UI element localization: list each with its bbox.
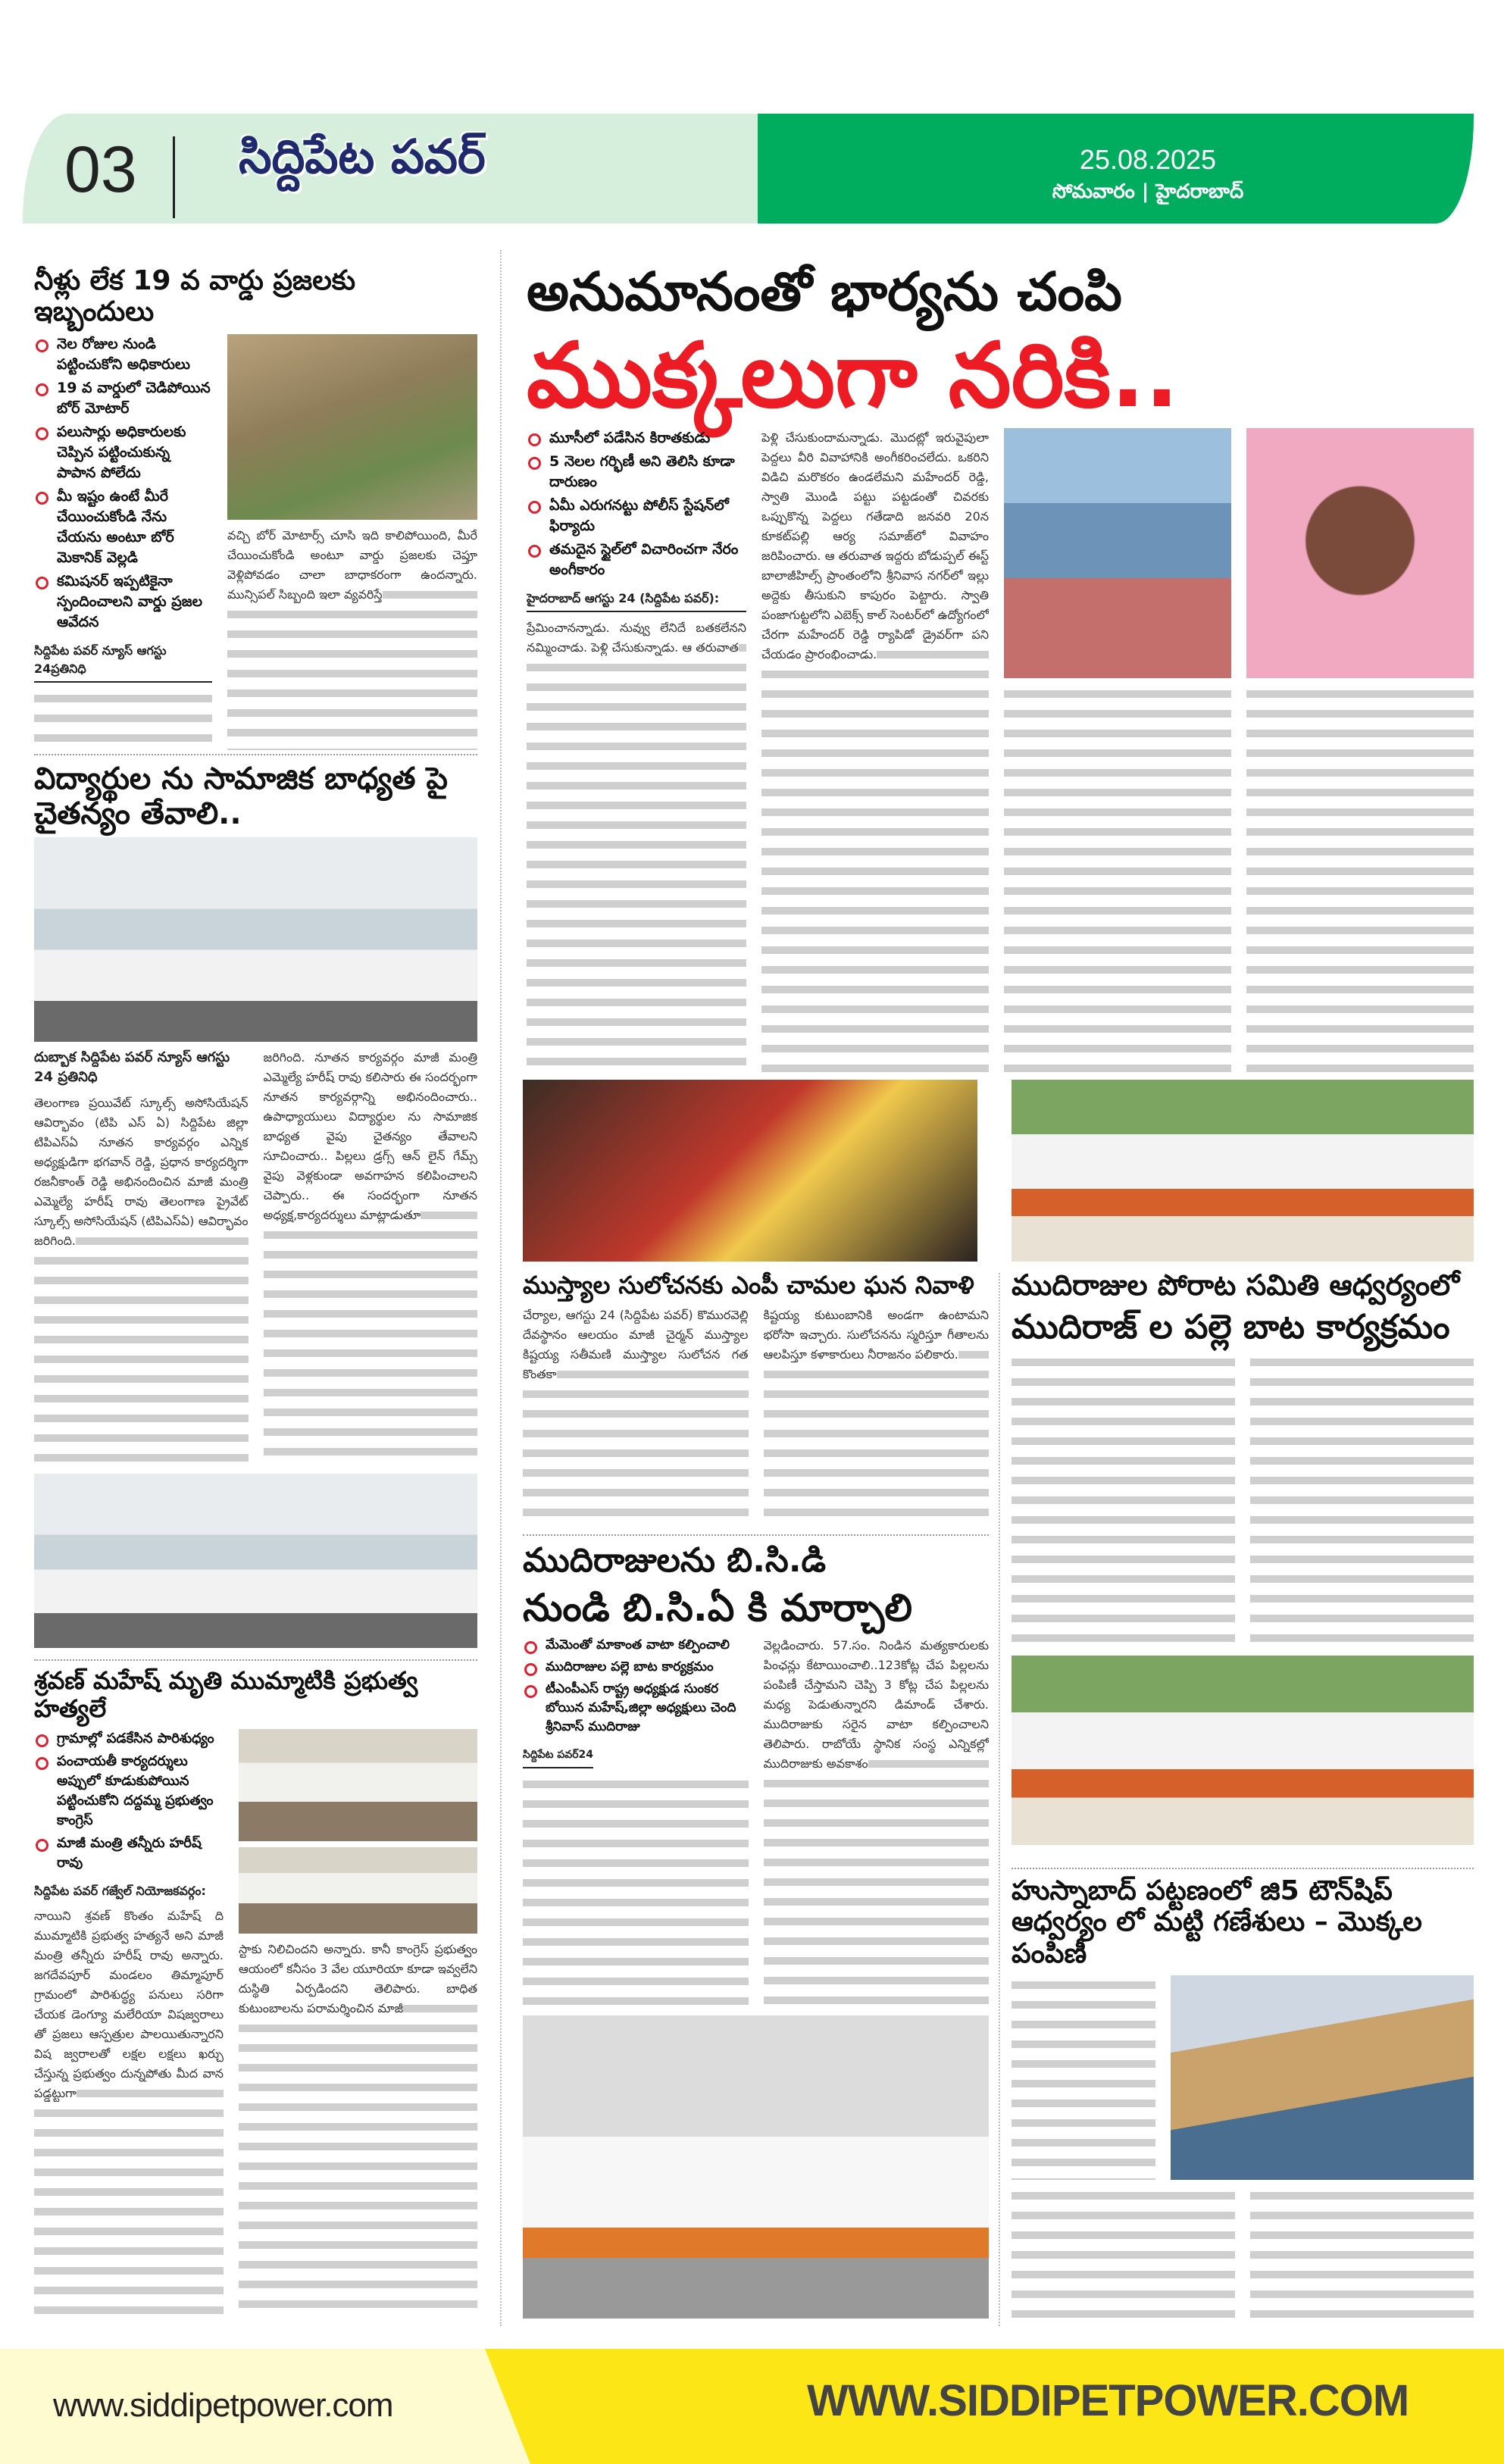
issue-date: 25.08.2025 <box>1079 144 1217 175</box>
byline-bcd: సిద్దిపేట పవర్24 <box>523 1746 593 1768</box>
photo-mudiraj-meeting <box>523 2015 989 2319</box>
murder-left-column <box>527 428 746 1072</box>
byline-murder: హైదరాబాద్ ఆగస్టు 24 (సిద్దిపేట పవర్): <box>527 589 746 612</box>
bullet: నెల రోజుల నుండి పట్టించుకోని అధికారులు <box>34 334 212 375</box>
bullet: మీ ఇష్టం ఉంటే మీరే చేయించుకోండి నేను చేయను అంటూ బోర్ మెకానిక్ వెల్లడి <box>34 486 212 568</box>
body-text <box>1004 684 1231 1072</box>
body-text <box>1012 2186 1235 2319</box>
bullet: పలుసార్లు అధికారులకు చెప్పిన పట్టించుకున్న పాపాన పోలేదు <box>34 422 212 483</box>
photo-harish-rao-visit <box>239 1729 477 1841</box>
body-text <box>34 689 212 750</box>
photo-harish-rao-family <box>239 1847 477 1934</box>
headline-palle-bata-line1: ముదిరాజుల పోరాట సమితి ఆధ్వర్యంలో <box>1012 1268 1460 1302</box>
column-divider <box>999 1273 1000 2326</box>
story-sravan <box>34 1659 477 2319</box>
body-text <box>1250 2186 1474 2319</box>
murder-photo-column-2 <box>1246 428 1474 1072</box>
body-text-content: ప్రేమించానన్నాడు. నువ్వు లేనిదే బతకలేనని నమ్మించాడు. పెళ్లి చేసుకున్నాడు. ఆ తరువాత <box>527 621 746 655</box>
headline-tribute: ముస్త్యాల సులోచనకు ఎంపీ చామల ఘన నివాళి <box>523 1271 974 1299</box>
body-text <box>1250 1352 1474 1649</box>
footer-website-banner[interactable]: WWW.SIDDIPETPOWER.COM <box>807 2376 1409 2425</box>
body-text <box>764 1305 990 1525</box>
divider <box>523 1534 989 1536</box>
photo-ganesh-distribution <box>1171 1975 1474 2180</box>
body-text <box>764 1636 990 2009</box>
photo-palle-bata <box>1012 1080 1474 1262</box>
bullets-sravan <box>34 1729 224 1876</box>
sravan-left-column <box>34 1729 224 2319</box>
murder-photo-column-1 <box>1004 428 1231 1072</box>
photo-couple <box>1004 428 1231 678</box>
body-text <box>523 1775 749 2009</box>
photo-victim <box>1246 428 1474 678</box>
day-city: సోమవారం | హైదరాబాద్ <box>1052 180 1244 203</box>
body-text-content: కిష్టయ్య కుటుంబానికి అండగా ఉంటామని భరోసా ఇచ్చారు. సులోచనను స్మరిస్తూ గీతాలను ఆలపిస్తూ కళాకారులు నీరాజనం పలికారు. <box>763 1307 989 1362</box>
photo-bore-motor <box>227 334 477 520</box>
body-text-content: వచ్చి బోర్ మోటార్స్ చూసి ఇది కాలిపోయింది, మీరే చేయించుకోండి అంటూ వార్డు ప్రజలకు చెప్తూ వెళ్లిపోవడం చాలా బాధాకరంగా ఉందన్నారు. మున్సిపల్ సిబ్బంది ఇలా వ్యవరిస్తే <box>227 527 477 602</box>
headline-murder-line1: అనుమానంతో భార్యను చంపి <box>527 261 1122 323</box>
story-palle-bata <box>1012 1269 1474 1845</box>
bullets-water <box>34 334 212 636</box>
bullet: పంచాయతీ కార్యదర్శులు అప్పులో కూడుకుపోయిన పట్టించుకోని దద్దమ్మ ప్రభుత్వం కాంగ్రెస్ <box>34 1752 224 1831</box>
body-text-content: చేర్యాల, ఆగస్టు 24 (సిద్దిపేట పవర్) కొమురవెల్లి దేవస్థానం ఆలయం మాజీ చైర్మన్ ముస్త్యాల కిష్టయ్య సతీమణి ముస్త్యాల సులోచన గత కొంతకా <box>523 1307 749 1381</box>
bullet: 5 నెలల గర్భిణీ అని తెలిసి కూడా దారుణం <box>527 452 746 492</box>
body-text <box>239 1940 477 2319</box>
photo-tpsa-meeting <box>34 837 477 1042</box>
story-bcd <box>523 1534 989 2319</box>
story-students <box>34 754 477 1648</box>
bullet: తమదైన స్టైల్‌లో విచారించగా నేరం అంగీకారం <box>527 539 746 580</box>
photo-mudiraj-group <box>1012 1656 1474 1845</box>
bullet: కమిషనర్ ఇప్పటికైనా స్పందించాలని వార్డు ప్రజల ఆవేదన <box>34 571 212 633</box>
bullet: మేమెంతో మాకాంత వాటా కల్పించాలి <box>523 1636 749 1655</box>
students-left-column <box>34 1048 249 1468</box>
headline-husnabad: హుస్నాబాద్ పట్టణంలో జి5 టౌన్‌షిప్ ఆధ్వర్యం లో మట్టి గణేశులు – మొక్కల పంపిణీ <box>1012 1875 1422 1969</box>
water-right-column <box>227 334 477 750</box>
headline-bcd-line2: నుండి బి.సి.ఏ కి మార్చాలి <box>523 1585 913 1630</box>
body-text <box>523 1305 749 1525</box>
body-text-content: నాయిని శ్రవణ్ కొంతం మహేష్ ది ముమ్మాటికి ప్రభుత్వ హత్యనే అని మాజీ మంత్రి తన్నీరు హరీష్ రావు అన్నారు. జగదేవపూర్ మండలం తిమ్మాపూర్ గ్రామంలో పారిశుద్ధ్య పనులు సరిగా చేయక డెంగ్యూ మలేరియా విషజ్వరాలు తో ప్రజలు ఆస్పత్రుల పాలయితున్నారని విష జ్వరాలతో లక్షల లక్షలు ఖర్చు చేస్తున్న ప్రభుత్వం దున్నపోతు మీద వాన పడ్డట్టుగా <box>34 1908 224 2100</box>
bullet: మాజీ మంత్రి తన్నీరు హరీష్ రావు <box>34 1834 224 1873</box>
bullets-bcd <box>523 1636 749 1740</box>
body-text <box>761 428 989 1072</box>
bullet: ఏమీ ఎరుగనట్టు పోలీస్ స్టేషన్‌లో ఫిర్యాదు <box>527 496 746 536</box>
bcd-left-column <box>523 1636 749 2009</box>
body-text-content: తెలంగాణ ప్రయివేట్ స్కూల్స్ అసోసియేషన్ ఆవిర్భావం (టిపి ఎస్ ఏ) సిద్దిపేట జిల్లా టిపిఎస్ఏ నూతన కార్యవర్గం ఎన్నిక అధ్యక్షుడిగా భగవాన్ రెడ్డి, ప్రధాన కార్యదర్శిగా రజనీకాంత్ రెడ్డి అభినందించిన మాజీ మంత్రి ఎమ్మెల్యే హరీష్ రావు తెలంగాణ ప్రైవేట్ స్కూల్స్ అసోసియేషన్ (టిపిఎస్ఏ) ఆవిర్భావం జరిగింది. <box>34 1096 249 1248</box>
body-text <box>34 1093 249 1468</box>
bullet: మూసీలో పడేసిన కిరాతకుడు <box>527 428 746 449</box>
divider <box>34 1659 477 1661</box>
headline-palle-bata-line2: ముదిరాజ్ ల పల్లె బాట కార్యక్రమం <box>1012 1307 1450 1346</box>
body-text-content: జరిగింది. నూతన కార్యవర్గం మాజీ మంత్రి ఎమ్మెల్యే హరీష్ రావు కలిసారు ఈ సందర్భంగా నూతన కార్యవర్గాన్ని అభినందించారు.. ఉపాధ్యాయులు విద్యార్థుల ను సామాజిక బాధ్యత వైపు చైతన్యం తేవాలని సూచించారు.. పిల్లలు డ్రగ్స్ ఆన్ లైన్ గేమ్స్ వైపు వెళ్లకుండా అవగాహన కలిపించాలని చెప్పారు.. ఈ సందర్భంగా నూతన అధ్యక్ష,కార్యదర్శులు మాట్లాడుతూ <box>263 1050 477 1222</box>
story-husnabad <box>1012 1868 1474 2319</box>
bullets-murder <box>527 428 746 583</box>
body-text <box>34 1906 224 2319</box>
page-number: 03 <box>64 133 137 206</box>
photo-tribute <box>523 1080 977 1262</box>
divider <box>34 754 477 755</box>
body-text-content: స్టాకు నిలిచిందని అన్నారు. కానీ కాంగ్రెస్ ప్రభుత్వం ఆయంలో కనీసం 3 వేల యూరియా కూడా ఇవ్వలేని దుస్థితి ఏర్పడిందని తెలిపారు. బాధిత కుటుంబాలను పరామర్శించిన మాజీ <box>239 1941 477 2015</box>
story-tribute <box>523 1271 989 1525</box>
story-water <box>34 265 477 750</box>
body-text-content: వెల్లడించారు. 57.సం. నిండిన మత్యకారులకు పింఛన్లు కేటాయించాలి..123కోట్ల చేప పిల్లలను పంపిణీ చేస్తామని చెప్పి 3 కోట్ల చేప పిల్లలను మధ్య పెడుతున్నారని డిమాండ్ చేశారు. ముదిరాజుకు సరైన వాటా కల్పించాలని తెలిపారు. రాబోయే స్థానిక సంస్థ ఎన్నికల్లో ముదిరాజుకు అవకాశం <box>763 1638 989 1771</box>
bullet: గ్రామాల్లో పడకేసిన పారిశుధ్యం <box>34 1729 224 1749</box>
bullet: 19 వ వార్డులో చెడిపోయిన బోర్ మోటార్ <box>34 378 212 419</box>
sravan-right-column <box>239 1729 477 2319</box>
body-text <box>264 1048 478 1468</box>
headline-murder-line2: ముక్కలుగా నరికి.. <box>527 322 1179 427</box>
divider <box>1012 1868 1474 1869</box>
footer-website-link[interactable]: www.siddipetpower.com <box>53 2387 393 2424</box>
body-text <box>227 526 477 750</box>
body-text <box>1012 1975 1155 2180</box>
water-left-column <box>34 334 212 750</box>
headline-students: విద్యార్థుల ను సామాజిక బాధ్యత పై చైతన్యం తేవాలి.. <box>34 761 448 831</box>
headline-sravan: శ్రవణ్ మహేష్ మృతి ముమ్మాటికి ప్రభుత్వ హత్యలే <box>34 1666 418 1723</box>
body-text-content: పెళ్లి చేసుకుందామన్నాడు. మొదట్లో ఇరువైపులా పెద్దలు వీరి వివాహానికి అంగీకరించలేదు. ఒకరిని విడిచి మరొకరం ఉండలేమని మహేందర్ రెడ్డి, స్వాతి మొండి పట్టు పట్టడంతో చివరకు ఒప్పుకొన్న పెద్దలు గతేడాది జనవరి 20న కూకట్‌పల్లి ఆర్య సమాజ్‌లో వివాహం జరిపించారు. ఆ తరువాత ఇద్దరు బోడుప్పల్ ఈస్ట్ బాలాజీహిల్స్ ప్రాంతంలోని శ్రీనివాస నగర్‌లో ఇల్లు అద్దెకు తీసుకుని కాపురం పెట్టారు. స్వాతి పంజాగుట్టలోని ఎబెక్స్ కాల్ సెంటర్‌లో ఉద్యోగంలో చేరగా మహేందర్ రెడ్డి ర్యాపిడో డ్రైవర్‌గా పని చేయడం ప్రారంభించాడు. <box>761 430 989 662</box>
column-divider <box>500 250 502 2326</box>
body-text <box>1012 1352 1235 1649</box>
divider <box>173 136 175 218</box>
photo-tpsa-group <box>34 1474 477 1648</box>
byline-water: సిద్దిపేట పవర్ న్యూస్ ఆగస్టు 24ప్రతినిధి <box>34 642 212 683</box>
byline-students: దుబ్బాక సిద్దిపేట పవర్ న్యూస్ ఆగస్టు 24 ప్రతినిధి <box>34 1049 230 1085</box>
headline-water: నీళ్లు లేక 19 వ వార్డు ప్రజలకు ఇబ్బందులు <box>34 265 356 328</box>
headline-bcd-line1: ముదిరాజులను బి.సి.డి <box>523 1541 827 1580</box>
bullet: ముదిరాజుల పల్లె బాట కార్యక్రమం <box>523 1658 749 1677</box>
story-murder <box>527 261 1474 1072</box>
body-text <box>527 618 746 1072</box>
newspaper-logo: సిద్దిపేట పవర్ <box>239 129 486 184</box>
byline-sravan: సిద్దిపేట పవర్ గజ్వేల్ నియోజకవర్గం: <box>34 1883 206 1898</box>
body-text <box>1246 684 1474 1072</box>
bullet: టీఎంపీఎస్ రాష్ట్ర అధ్యక్షుడ సుంకర బోయిన మహేష్,జిల్లా అధ్యక్షులు చెంది శ్రీనివాస్ ముదిరాజు <box>523 1680 749 1737</box>
